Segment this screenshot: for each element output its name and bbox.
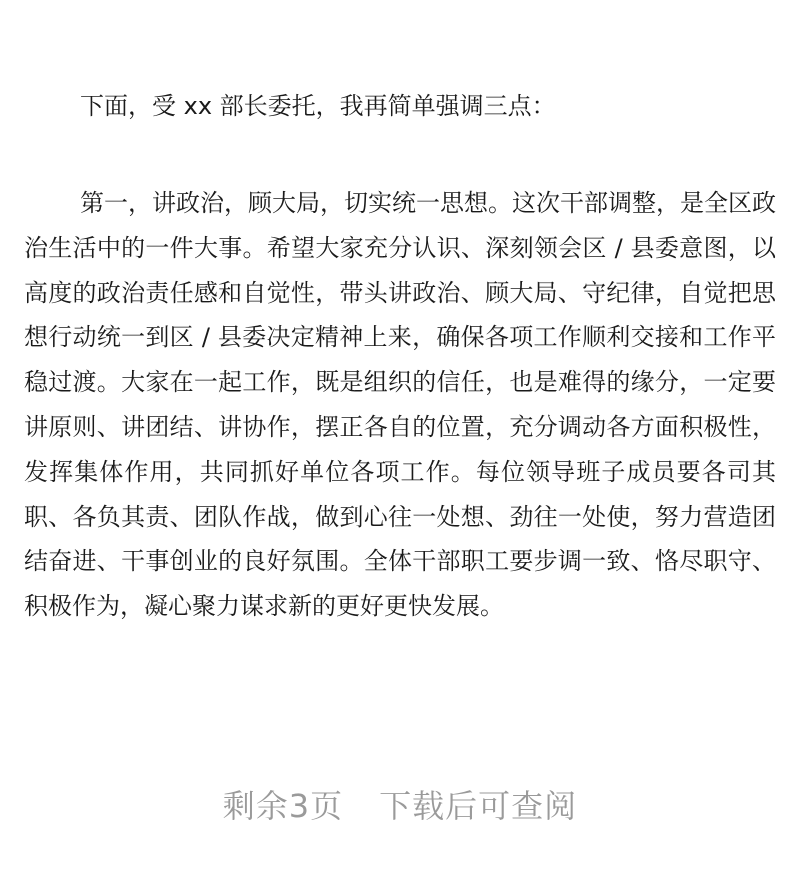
remaining-pages-label: 剩余3页: [222, 787, 344, 825]
download-to-read-more-button[interactable]: [0, 784, 800, 828]
intro-paragraph: 下面，受 xx 部长委托，我再简单强调三点：: [80, 92, 556, 120]
body-paragraph-first-point: 第一，讲政治，顾大局，切实统一思想。这次干部调整，是全区政治生活中的一件大事。希望大家充分认识、深刻领会区 / 县委意图，以高度的政治责任感和自觉性，带头讲政治、顾大局、守纪律，自觉把思想行动统一到区 / 县委决定精神上来，确保各项工作顺利交接和工作平稳过渡。大家在一起工作，既是组织的信任，也是难得的缘分，一定要讲原则、讲团结、讲协作，摆正各自的位置，充分调动各方面积极性，发挥集体作用，共同抓好单位各项工作。每位领导班子成员要各司其职、各负其责、团队作战，做到心往一处想、劲往一处使，努力营造团结奋进、干事创业的良好氛围。全体干部职工要步调一致、恪尽职守、积极作为，凝心聚力谋求新的更好更快发展。: [24, 189, 776, 621]
download-prompt-label: 下载后可查阅: [379, 787, 578, 825]
